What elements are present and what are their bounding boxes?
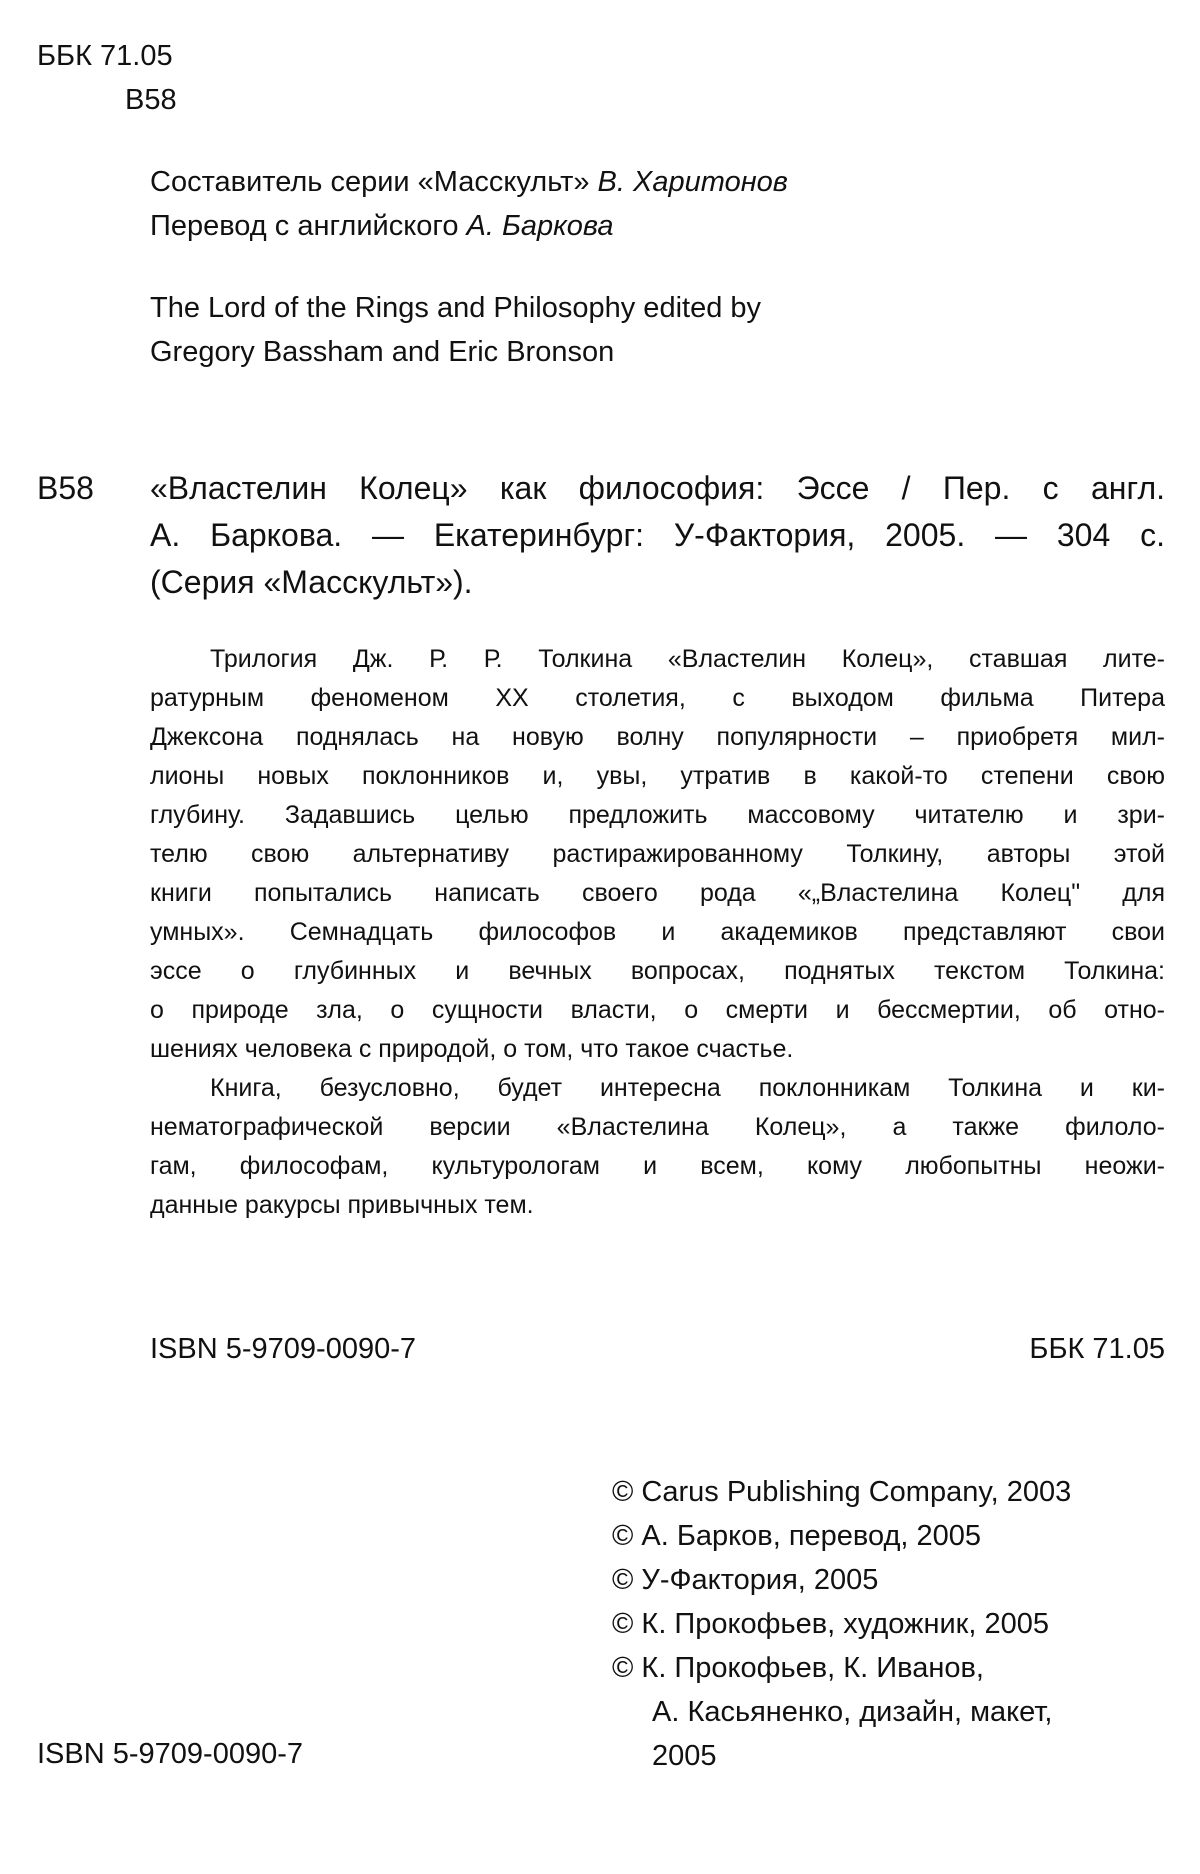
abstract-line: книги попытались написать своего рода «„Властелина Колец" для	[150, 879, 1165, 907]
abstract-line: умных». Семнадцать философов и академиков представляют свои	[150, 918, 1165, 946]
translator-label: Перевод с английского	[150, 210, 467, 242]
bibliographic-line: А. Баркова. — Екатеринбург: У-Фактория, 2005. — 304 с.	[150, 517, 1165, 553]
translator-line	[150, 204, 788, 248]
copyright-continuation-line: А. Касьяненко, дизайн, макет,	[652, 1696, 1053, 1728]
abstract-line: телю свою альтернативу растиражированному Толкину, авторы этой	[150, 840, 1165, 868]
credits-block	[150, 160, 788, 248]
copyright-line: © Carus Publishing Company, 2003	[612, 1476, 1072, 1508]
abstract-line: о природе зла, о сущности власти, о смерти и бессмертии, об отно-	[150, 996, 1165, 1024]
abstract-line: нематографической версии «Властелина Колец», а также филоло-	[150, 1113, 1165, 1141]
abstract-line: Книга, безусловно, будет интересна поклонникам Толкина и ки-	[210, 1074, 1165, 1102]
entry-author-mark: В58	[37, 470, 94, 506]
series-compiler-label: Составитель серии «Масскульт»	[150, 166, 598, 198]
bibliographic-entry	[150, 465, 1165, 606]
bibliographic-line: «Властелин Колец» как философия: Эссе / Пер. с англ.	[150, 470, 1165, 506]
copyright-continuation-line: 2005	[652, 1740, 717, 1772]
original-editors-line: Gregory Bassham and Eric Bronson	[150, 336, 615, 368]
abstract-block	[150, 640, 1165, 1225]
copyright-line: © К. Прокофьев, К. Иванов,	[612, 1652, 984, 1684]
copyright-line: © У-Фактория, 2005	[612, 1564, 879, 1596]
isbn-number: ISBN 5-9709-0090-7	[150, 1333, 416, 1365]
series-compiler-name: В. Харитонов	[597, 166, 788, 198]
abstract-line: Трилогия Дж. Р. Р. Толкина «Властелин Колец», ставшая лите-	[210, 645, 1165, 673]
bibliographic-line: (Серия «Масскульт»).	[150, 564, 473, 600]
abstract-line: эссе о глубинных и вечных вопросах, поднятых текстом Толкина:	[150, 957, 1165, 985]
isbn-number-footer: ISBN 5-9709-0090-7	[37, 1738, 303, 1770]
translator-name: А. Баркова	[466, 210, 614, 242]
abstract-line: Джексона поднялась на новую волну популярности – приобретя мил-	[150, 723, 1165, 751]
bbk-index-top: ББК 71.05	[37, 40, 173, 72]
original-title-block	[150, 286, 761, 374]
abstract-line: шениях человека с природой, о том, что такое счастье.	[150, 1035, 794, 1063]
abstract-line: глубину. Задавшись целью предложить массовому читателю и зри-	[150, 801, 1165, 829]
abstract-line: данные ракурсы привычных тем.	[150, 1191, 534, 1219]
abstract-line: лионы новых поклонников и, увы, утратив в какой-то степени свою	[150, 762, 1165, 790]
copyright-block	[612, 1470, 1071, 1778]
series-compiler-line	[150, 160, 788, 204]
abstract-line: гам, философам, культурологам и всем, кому любопытны неожи-	[150, 1152, 1165, 1180]
bbk-index: ББК 71.05	[1029, 1333, 1165, 1365]
author-mark-top: В58	[125, 84, 177, 116]
copyright-line: © К. Прокофьев, художник, 2005	[612, 1608, 1049, 1640]
original-title-line: The Lord of the Rings and Philosophy edited by	[150, 292, 762, 324]
copyright-line: © А. Барков, перевод, 2005	[612, 1520, 982, 1552]
abstract-line: ратурным феноменом XX столетия, с выходом фильма Питера	[150, 684, 1165, 712]
